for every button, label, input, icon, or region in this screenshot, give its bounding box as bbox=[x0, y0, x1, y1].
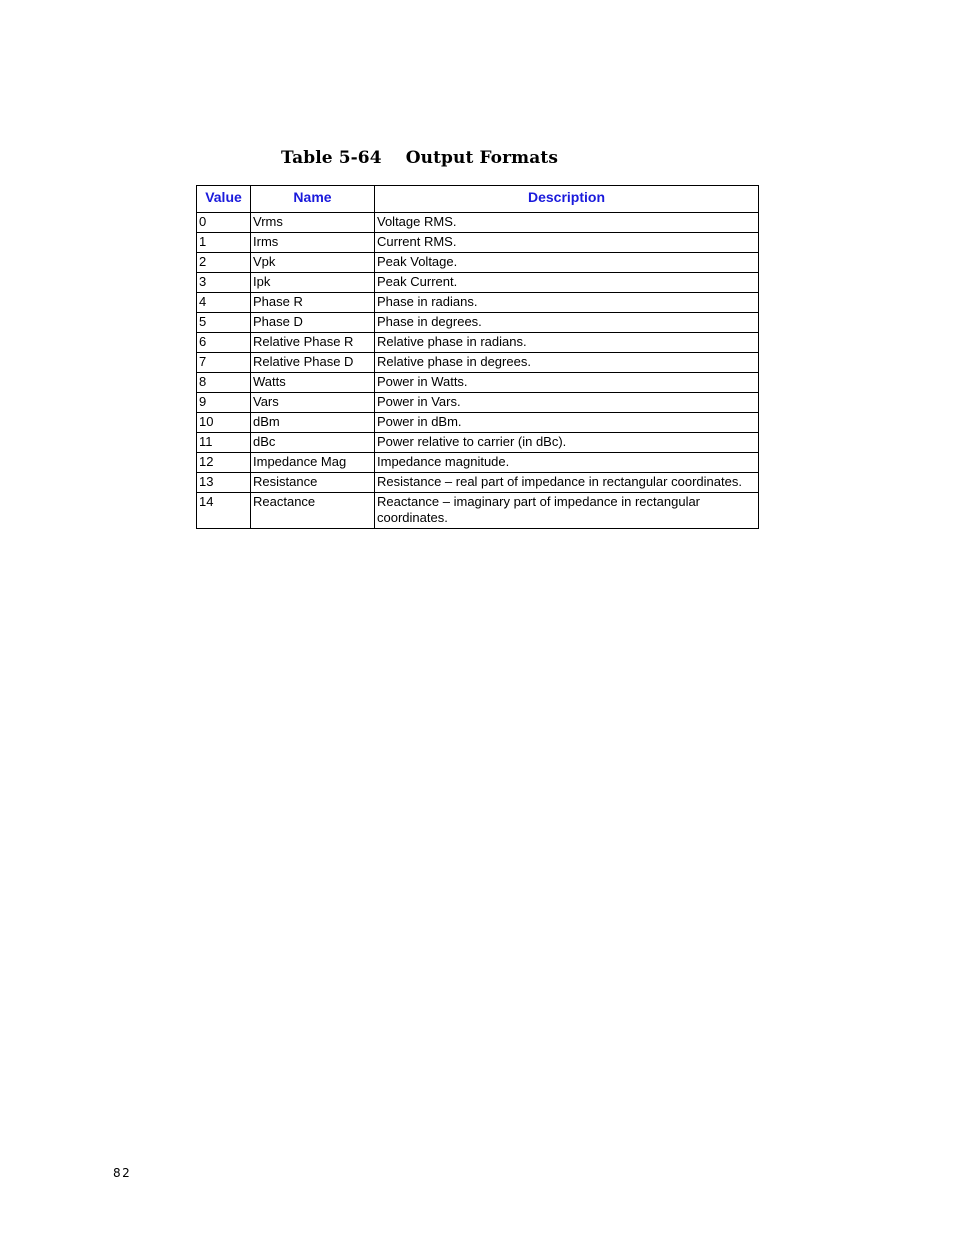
cell-description: Peak Voltage. bbox=[375, 253, 759, 273]
cell-value: 2 bbox=[197, 253, 251, 273]
table-caption-number: Table 5-64 bbox=[281, 148, 382, 168]
cell-name: Ipk bbox=[251, 273, 375, 293]
table-row bbox=[197, 293, 759, 313]
cell-value: 12 bbox=[197, 453, 251, 473]
cell-value: 11 bbox=[197, 433, 251, 453]
column-header-value: Value bbox=[197, 186, 251, 213]
cell-name: Reactance bbox=[251, 493, 375, 529]
cell-description: Impedance magnitude. bbox=[375, 453, 759, 473]
page-number: 82 bbox=[113, 1166, 132, 1180]
cell-value: 7 bbox=[197, 353, 251, 373]
cell-value: 4 bbox=[197, 293, 251, 313]
cell-value: 14 bbox=[197, 493, 251, 529]
cell-value: 8 bbox=[197, 373, 251, 393]
table-row bbox=[197, 213, 759, 233]
cell-description: Resistance – real part of impedance in rectangular coordinates. bbox=[375, 473, 759, 493]
table-row bbox=[197, 313, 759, 333]
cell-description: Relative phase in radians. bbox=[375, 333, 759, 353]
cell-name: Resistance bbox=[251, 473, 375, 493]
table-row bbox=[197, 333, 759, 353]
cell-description: Power relative to carrier (in dBc). bbox=[375, 433, 759, 453]
cell-description: Power in dBm. bbox=[375, 413, 759, 433]
output-formats-table bbox=[196, 185, 759, 529]
column-header-name: Name bbox=[251, 186, 375, 213]
table-row bbox=[197, 453, 759, 473]
cell-value: 6 bbox=[197, 333, 251, 353]
table-row bbox=[197, 273, 759, 293]
cell-value: 13 bbox=[197, 473, 251, 493]
cell-name: Relative Phase D bbox=[251, 353, 375, 373]
cell-name: Vrms bbox=[251, 213, 375, 233]
cell-value: 0 bbox=[197, 213, 251, 233]
table-row bbox=[197, 413, 759, 433]
table-caption bbox=[281, 148, 558, 168]
column-header-description: Description bbox=[375, 186, 759, 213]
table-row bbox=[197, 433, 759, 453]
cell-name: dBm bbox=[251, 413, 375, 433]
table-row bbox=[197, 373, 759, 393]
cell-value: 3 bbox=[197, 273, 251, 293]
output-formats-table-container bbox=[196, 185, 758, 529]
table-row bbox=[197, 353, 759, 373]
cell-name: Phase R bbox=[251, 293, 375, 313]
cell-value: 5 bbox=[197, 313, 251, 333]
table-row bbox=[197, 393, 759, 413]
table-header-row bbox=[197, 186, 759, 213]
cell-description: Relative phase in degrees. bbox=[375, 353, 759, 373]
table-row bbox=[197, 233, 759, 253]
cell-name: Vars bbox=[251, 393, 375, 413]
cell-name: Relative Phase R bbox=[251, 333, 375, 353]
cell-description: Phase in degrees. bbox=[375, 313, 759, 333]
cell-name: Vpk bbox=[251, 253, 375, 273]
cell-description: Reactance – imaginary part of impedance in rectangular coordinates. bbox=[375, 493, 759, 529]
table-row bbox=[197, 493, 759, 529]
cell-description: Current RMS. bbox=[375, 233, 759, 253]
cell-name: Phase D bbox=[251, 313, 375, 333]
cell-description: Peak Current. bbox=[375, 273, 759, 293]
cell-description: Power in Watts. bbox=[375, 373, 759, 393]
cell-description: Voltage RMS. bbox=[375, 213, 759, 233]
table-row bbox=[197, 473, 759, 493]
cell-description: Phase in radians. bbox=[375, 293, 759, 313]
cell-value: 10 bbox=[197, 413, 251, 433]
cell-name: Irms bbox=[251, 233, 375, 253]
cell-value: 9 bbox=[197, 393, 251, 413]
cell-name: dBc bbox=[251, 433, 375, 453]
table-row bbox=[197, 253, 759, 273]
cell-description: Power in Vars. bbox=[375, 393, 759, 413]
table-caption-title: Output Formats bbox=[405, 148, 559, 168]
cell-name: Impedance Mag bbox=[251, 453, 375, 473]
cell-name: Watts bbox=[251, 373, 375, 393]
cell-value: 1 bbox=[197, 233, 251, 253]
